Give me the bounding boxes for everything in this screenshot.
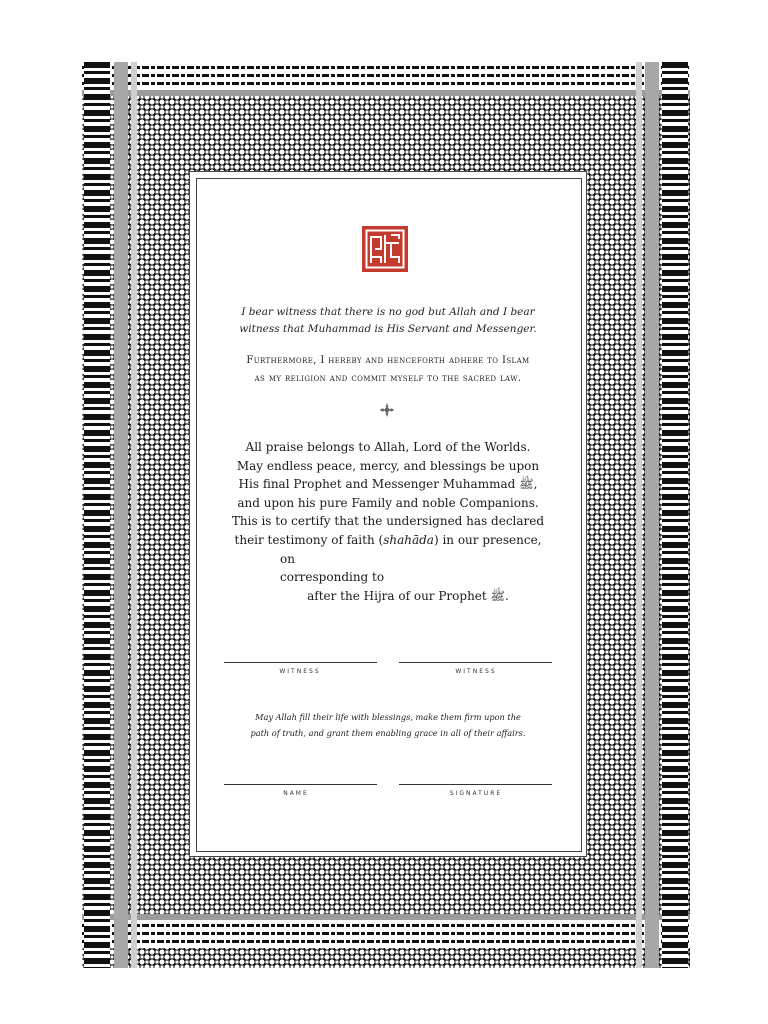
testimony-line-1: I bear witness that there is no god but Allah and I bear	[241, 306, 535, 318]
floral-ornament-icon	[377, 402, 397, 418]
praise-line-5: This is to certify that the undersigned has declared	[231, 514, 545, 529]
adherence-text	[196, 352, 580, 388]
adherence-line-1: Furthermore, I hereby and henceforth adhere to Islam	[246, 355, 530, 366]
certification-paragraph	[196, 438, 580, 605]
blessing-line-2: path of truth, and grant them enabling grace in all of their affairs.	[250, 728, 526, 738]
corresponding-to-label: corresponding to	[280, 570, 385, 585]
witness-1-line[interactable]	[224, 662, 377, 663]
bottom-border-band	[82, 914, 690, 948]
left-grey-band	[114, 62, 128, 968]
witness-2-line[interactable]	[399, 662, 552, 663]
praise-line-4: and upon his pure Family and noble Companions.	[237, 495, 539, 510]
seal-stamp-icon	[362, 226, 408, 272]
praise-line-2: May endless peace, mercy, and blessings be upon	[236, 458, 540, 473]
signature-line[interactable]	[399, 784, 552, 785]
praise-line-hijra: after the Hijra of our Prophet ﷺ.	[307, 588, 509, 603]
left-outer-stripes	[84, 62, 110, 968]
date-on-label: on	[280, 551, 295, 566]
blessing-text	[196, 709, 580, 741]
signature-label: SIGNATURE	[449, 790, 503, 797]
name-label: NAME	[283, 790, 309, 797]
witness-2-label: WITNESS	[455, 668, 497, 675]
praise-line-3: His final Prophet and Messenger Muhammad ﷺ,	[238, 477, 538, 492]
adherence-line-2: as my religion and commit myself to the sacred law.	[254, 373, 522, 384]
praise-line-6: their testimony of faith (shahāda) in our presence,	[234, 532, 542, 547]
witness-1-label: WITNESS	[279, 668, 321, 675]
right-outer-stripes	[662, 62, 688, 968]
right-grey-band	[645, 62, 659, 968]
right-thin-band	[636, 62, 642, 968]
name-line[interactable]	[224, 784, 377, 785]
testimony-text	[196, 304, 580, 338]
praise-line-1: All praise belongs to Allah, Lord of the Worlds.	[245, 440, 531, 454]
top-border-band	[82, 62, 690, 96]
blessing-line-1: May Allah fill their life with blessings, make them firm upon the	[255, 712, 521, 722]
testimony-line-2: witness that Muhammad is His Servant and Messenger.	[239, 323, 537, 335]
left-thin-band	[131, 62, 137, 968]
